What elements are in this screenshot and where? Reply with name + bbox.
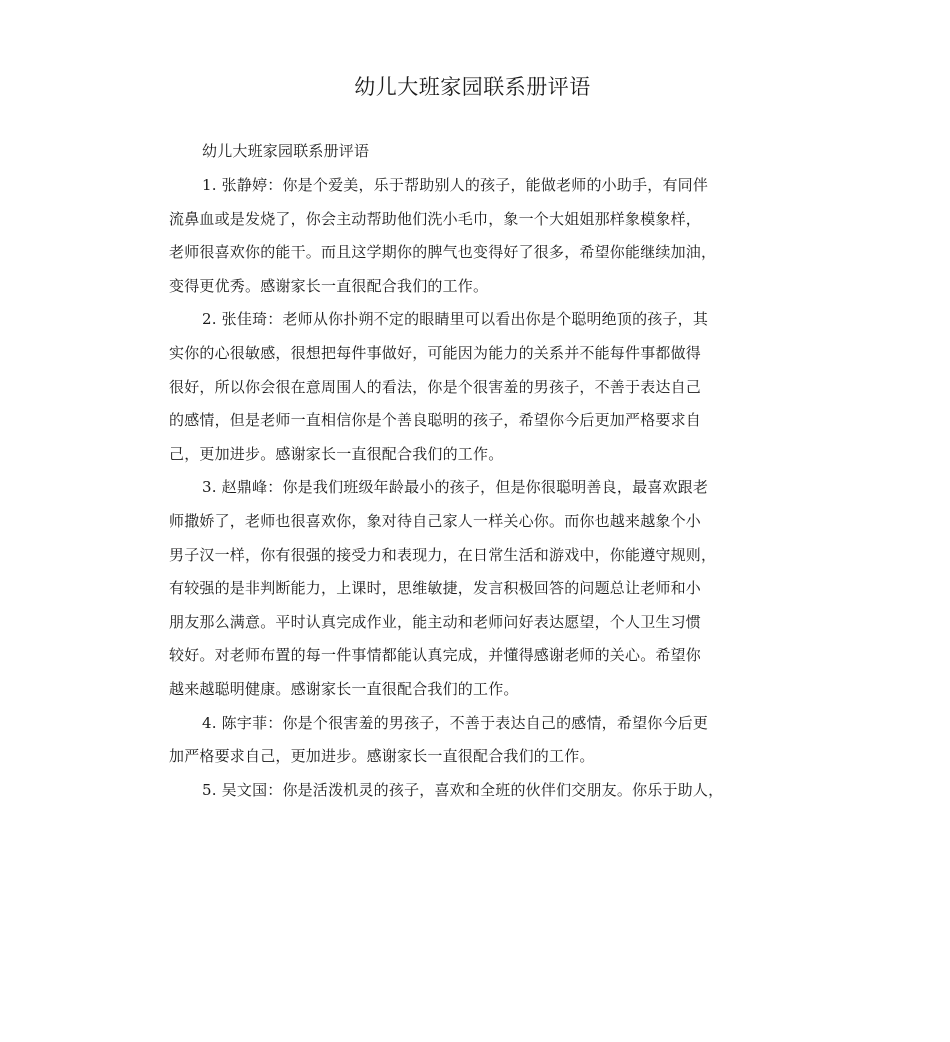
paragraph-line: 2. 张佳琦：老师从你扑朔不定的眼睛里可以看出你是个聪明绝顶的孩子，其 xyxy=(202,310,709,328)
paragraph-line: 变得更优秀。感谢家长一直很配合我们的工作。 xyxy=(169,277,489,295)
paragraph-line: 4. 陈宇菲：你是个很害羞的男孩子，不善于表达自己的感情，希望你今后更 xyxy=(202,714,709,732)
paragraph-line: 流鼻血或是发烧了，你会主动帮助他们洗小毛巾，象一个大姐姐那样象模象样， xyxy=(169,210,702,228)
document-title: 幼儿大班家园联系册评语 xyxy=(354,75,591,99)
paragraph-line: 有较强的是非判断能力，上课时，思维敏捷，发言积极回答的问题总让老师和小 xyxy=(169,579,702,597)
paragraph-line: 实你的心很敏感，很想把每件事做好，可能因为能力的关系并不能每件事都做得 xyxy=(169,344,702,362)
paragraph-line: 较好。对老师布置的每一件事情都能认真完成，并懂得感谢老师的关心。希望你 xyxy=(169,646,702,664)
paragraph-line: 很好，所以你会很在意周围人的看法，你是个很害羞的男孩子，不善于表达自己 xyxy=(169,378,702,396)
paragraph-line: 5. 吴文国：你是活泼机灵的孩子，喜欢和全班的伙伴们交朋友。你乐于助人， xyxy=(202,781,724,799)
paragraph-line: 男子汉一样，你有很强的接受力和表现力，在日常生活和游戏中，你能遵守规则， xyxy=(169,546,717,564)
subtitle-line: 幼儿大班家园联系册评语 xyxy=(202,142,370,160)
paragraph-line: 1. 张静婷：你是个爱美，乐于帮助别人的孩子，能做老师的小助手，有同伴 xyxy=(202,176,709,194)
paragraph-line: 己，更加进步。感谢家长一直很配合我们的工作。 xyxy=(169,445,504,463)
paragraph-line: 3. 赵鼎峰：你是我们班级年龄最小的孩子，但是你很聪明善良，最喜欢跟老 xyxy=(202,478,709,496)
paragraph-line: 的感情，但是老师一直相信你是个善良聪明的孩子，希望你今后更加严格要求自 xyxy=(169,411,702,429)
paragraph-line: 越来越聪明健康。感谢家长一直很配合我们的工作。 xyxy=(169,680,519,698)
paragraph-line: 加严格要求自己，更加进步。感谢家长一直很配合我们的工作。 xyxy=(169,747,595,765)
paragraph-line: 朋友那么满意。平时认真完成作业，能主动和老师问好表达愿望，个人卫生习惯 xyxy=(169,613,702,631)
paragraph-line: 师撒娇了，老师也很喜欢你，象对待自己家人一样关心你。而你也越来越象个小 xyxy=(169,512,702,530)
paragraph-line: 老师很喜欢你的能干。而且这学期你的脾气也变得好了很多，希望你能继续加油， xyxy=(169,243,717,261)
